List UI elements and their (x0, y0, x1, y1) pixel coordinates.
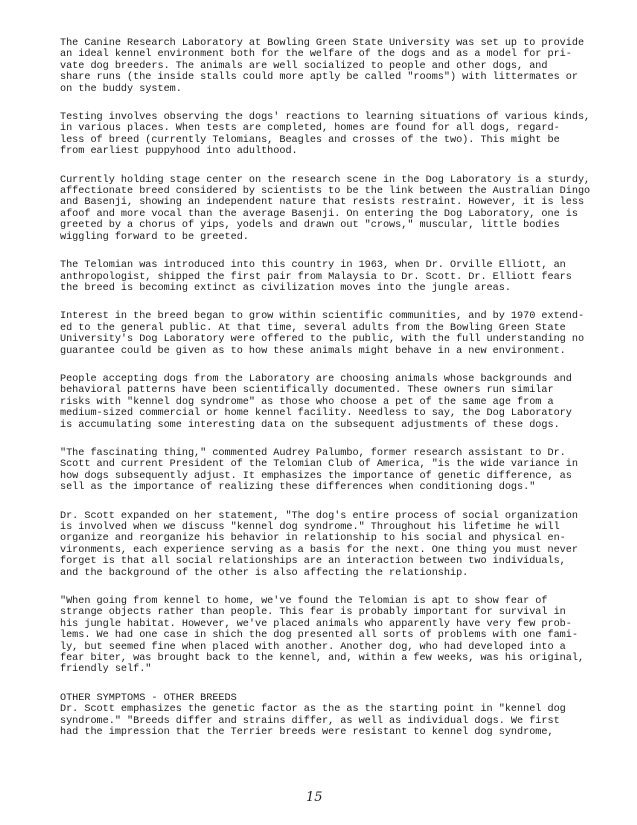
text-line: Testing involves observing the dogs' reactions to learning situations of various kinds, (60, 112, 591, 124)
paragraph (60, 260, 608, 294)
body-text (60, 38, 608, 676)
paragraph (60, 112, 608, 158)
text-line: People accepting dogs from the Laboratory are choosing animals whose backgrounds and (60, 373, 572, 385)
paragraph (60, 374, 608, 431)
text-line: vate dog breeders. The animals are well socialized to people and other dogs, and (60, 60, 548, 72)
text-line: risks with "kennel dog syndrome" as those who choose a pet of the same age from a (60, 396, 554, 408)
text-line: less of breed (currently Telomians, Beagles and crosses of the two). This might be (60, 134, 560, 146)
text-line: anthropologist, shipped the first pair from Malaysia to Dr. Scott. Dr. Elliott fears (60, 271, 572, 283)
text-line: ed to the general public. At that time, several adults from the Bowling Green State (60, 322, 566, 334)
section-line: had the impression that the Terrier breeds were resistant to kennel dog syndrome, (60, 727, 554, 739)
text-line: an ideal kennel environment both for the welfare of the dogs and as a model for pri- (60, 49, 572, 61)
text-line: share runs (the inside stalls could more aptly be called "rooms") with littermates or (60, 72, 578, 84)
section-line: Dr. Scott emphasizes the genetic factor as the as the starting point in "kennel dog (60, 704, 566, 716)
section-heading: OTHER SYMPTOMS - OTHER BREEDS (60, 692, 237, 704)
paragraph (60, 175, 608, 243)
text-line: "The fascinating thing," commented Audrey Palumbo, former research assistant to Dr. (60, 447, 566, 459)
text-line: greeted by a chorus of yips, yodels and drawn out "crows," muscular, little bodies (60, 220, 560, 232)
section-line: syndrome." "Breeds differ and strains differ, as well as individual dogs. We first (60, 715, 560, 727)
paragraph (60, 448, 608, 494)
text-line: Scott and current President of the Telomian Club of America, "is the wide variance in (60, 459, 578, 471)
text-line: Dr. Scott expanded on her statement, "The dog's entire process of social organization (60, 510, 578, 522)
paragraph (60, 38, 608, 95)
text-line: his jungle habitat. However, we've placed animals who apparently have very few prob- (60, 618, 572, 630)
text-line: forget is that all social relationships are an interaction between two individuals, (60, 556, 566, 568)
text-line: guarantee could be given as to how these animals might behave in a new environment. (60, 345, 566, 357)
text-line: strange objects rather than people. This fear is probably important for survival in (60, 607, 566, 619)
text-line: wiggling forward to be greeted. (60, 231, 249, 243)
text-line: in various places. When tests are completed, homes are found for all dogs, regard- (60, 123, 560, 135)
paragraph (60, 511, 608, 579)
text-line: affectionate breed considered by scientists to be the link between the Australian Dingo (60, 186, 591, 198)
text-line: Currently holding stage center on the research scene in the Dog Laboratory is a sturdy, (60, 174, 591, 186)
text-line: behavioral patterns have been scientifically documented. These owners run similar (60, 385, 554, 397)
text-line: the breed is becoming extinct as civilization moves into the jungle areas. (60, 282, 511, 294)
text-line: friendly self." (60, 664, 152, 676)
text-line: on the buddy system. (60, 83, 182, 95)
text-line: lems. We had one case in shich the dog presented all sorts of problems with one fami- (60, 630, 578, 642)
text-line: The Telomian was introduced into this country in 1963, when Dr. Orville Elliott, an (60, 260, 566, 272)
text-line: and Basenji, showing an independent nature that resists restraint. However, it is less (60, 197, 585, 209)
text-line: fear biter, was brought back to the kennel, and, within a few weeks, was his original, (60, 653, 585, 665)
text-line: sell as the importance of realizing these differences when conditioning dogs." (60, 482, 536, 494)
text-line: ly, but seemed fine when placed with another. Another dog, who had developed into a (60, 641, 566, 653)
text-line: vironments, each experience serving as a basis for the next. One thing you must never (60, 544, 578, 556)
text-line: and the background of the other is also affecting the relationship. (60, 567, 469, 579)
paragraph (60, 311, 608, 357)
text-line: The Canine Research Laboratory at Bowling Green State University was set up to provide (60, 38, 585, 49)
text-line: how dogs subsequently adjust. It emphasizes the importance of genetic difference, as (60, 470, 572, 482)
text-line: University's Dog Laboratory were offered to the public, with the full understanding no (60, 334, 585, 346)
text-line: is involved when we discuss "kennel dog syndrome." Throughout his lifetime he will (60, 522, 560, 533)
section-other-symptoms (60, 693, 608, 739)
text-line: Interest in the breed began to grow within scientific communities, and by 1970 extend- (60, 311, 585, 323)
text-line: organize and reorganize his behavior in relationship to his social and physical en- (60, 533, 566, 545)
text-line: medium-sized commercial or home kennel facility. Needless to say, the Dog Laboratory (60, 408, 572, 420)
page-number: 15 (306, 790, 323, 805)
text-line: afoof and more vocal than the average Basenji. On entering the Dog Laboratory, one is (60, 208, 578, 220)
text-line: is accumulating some interesting data on the subsequent adjustments of these dogs. (60, 419, 560, 431)
paragraph (60, 596, 608, 676)
text-line: from earliest puppyhood into adulthood. (60, 146, 298, 158)
text-line: "When going from kennel to home, we've found the Telomian is apt to show fear of (60, 596, 548, 608)
document-page (60, 38, 608, 739)
